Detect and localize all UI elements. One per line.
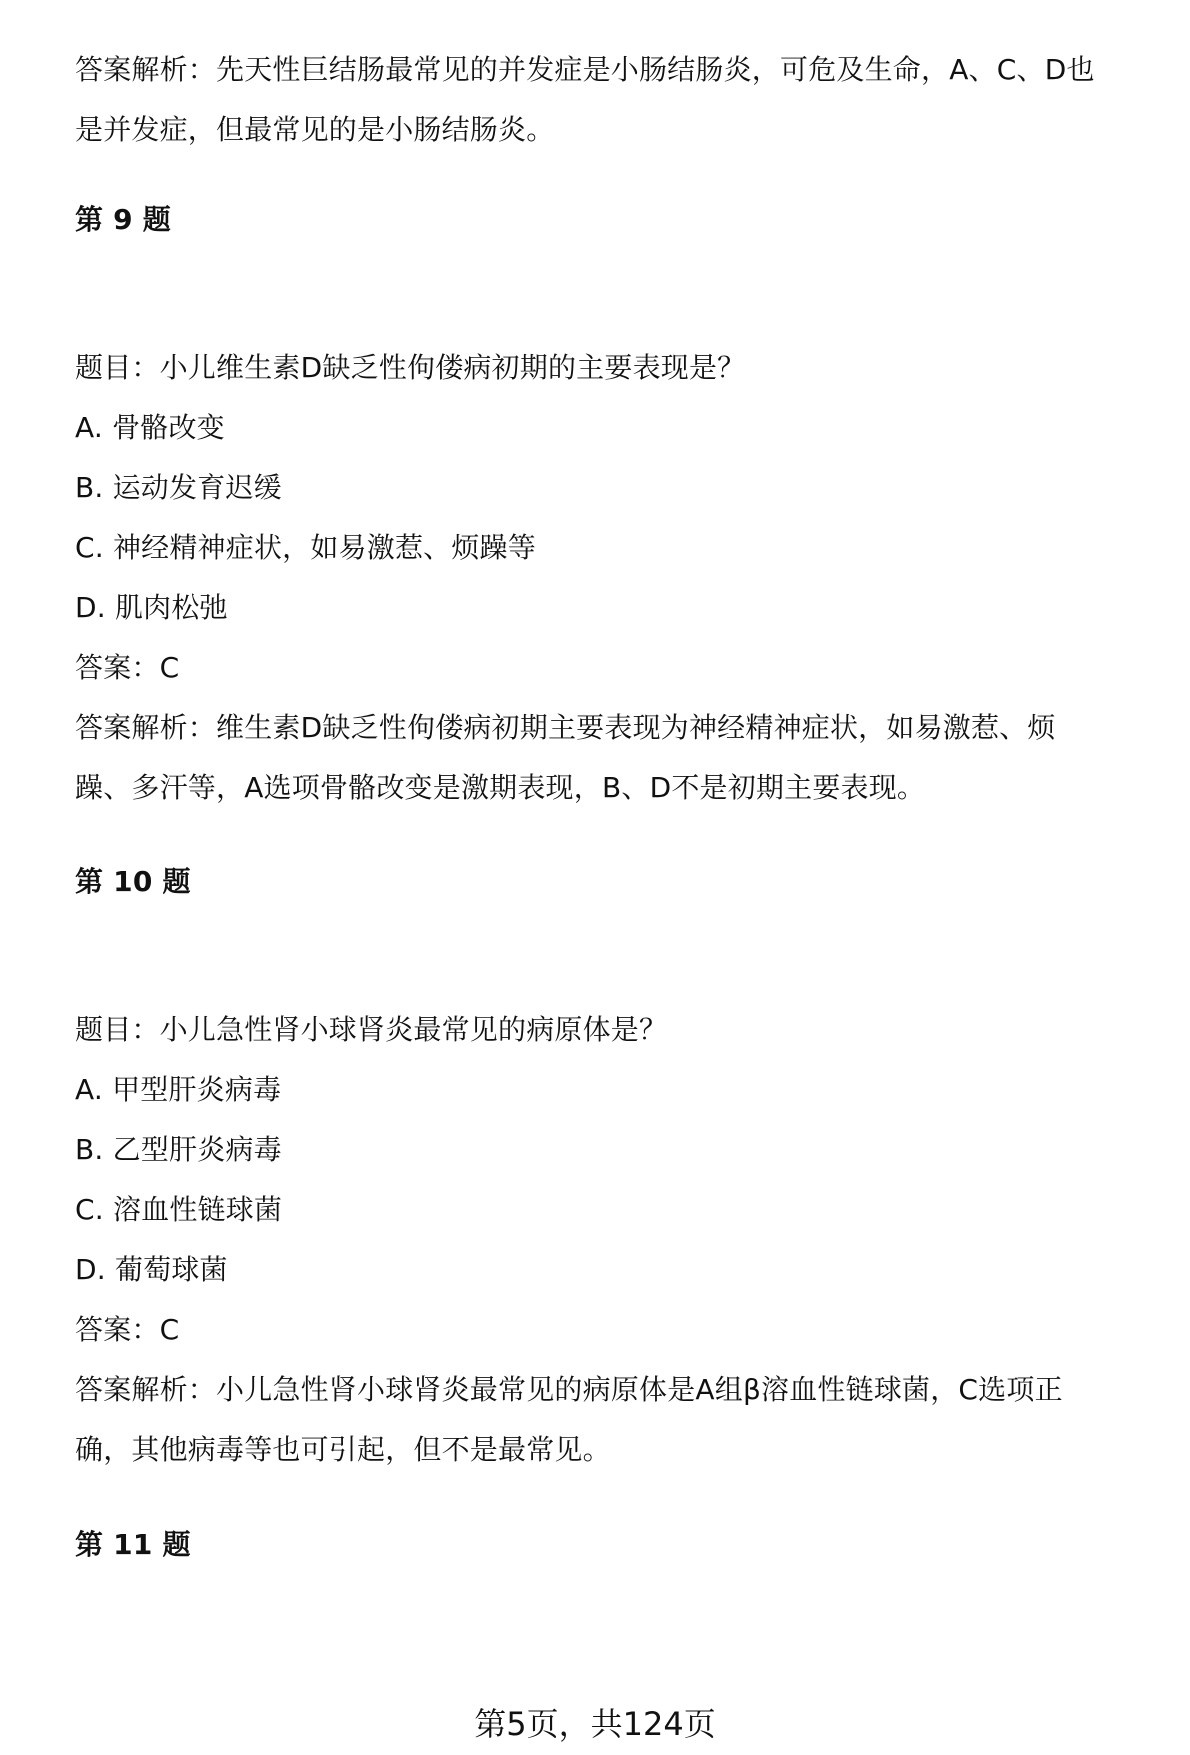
question-10-heading: 第 10 题 <box>75 865 191 898</box>
question-9-text: 题目：小儿维生素D缺乏性佝偻病初期的主要表现是？ <box>75 351 746 384</box>
question-10-text: 题目：小儿急性肾小球肾炎最常见的病原体是？ <box>75 1013 668 1046</box>
prev-explanation-line-2: 是并发症，但最常见的是小肠结肠炎。 <box>75 113 555 146</box>
question-9-explanation-line-1: 答案解析：维生素D缺乏性佝偻病初期主要表现为神经精神症状，如易激惹、烦 <box>75 711 1056 744</box>
question-9-option-a: A. 骨骼改变 <box>75 411 225 444</box>
question-9-option-d: D. 肌肉松弛 <box>75 591 228 624</box>
question-11-heading: 第 11 题 <box>75 1528 191 1561</box>
question-10-option-c: C. 溶血性链球菌 <box>75 1193 283 1226</box>
question-10-option-a: A. 甲型肝炎病毒 <box>75 1073 282 1106</box>
question-9-option-b: B. 运动发育迟缓 <box>75 471 282 504</box>
question-10-explanation-line-1: 答案解析：小儿急性肾小球肾炎最常见的病原体是A组β溶血性链球菌，C选项正 <box>75 1373 1063 1406</box>
question-9-answer: 答案：C <box>75 651 180 684</box>
question-10-option-d: D. 葡萄球菌 <box>75 1253 228 1286</box>
question-9-heading: 第 9 题 <box>75 203 171 236</box>
question-9-option-c: C. 神经精神症状，如易激惹、烦躁等 <box>75 531 536 564</box>
question-10-option-b: B. 乙型肝炎病毒 <box>75 1133 282 1166</box>
prev-explanation-line-1: 答案解析：先天性巨结肠最常见的并发症是小肠结肠炎，可危及生命，A、C、D也 <box>75 53 1095 86</box>
question-10-answer: 答案：C <box>75 1313 180 1346</box>
question-10-explanation-line-2: 确，其他病毒等也可引起，但不是最常见。 <box>75 1433 611 1466</box>
question-9-explanation-line-2: 躁、多汗等，A选项骨骼改变是激期表现，B、D不是初期主要表现。 <box>75 771 926 804</box>
page-footer: 第5页，共124页 <box>474 1705 716 1743</box>
